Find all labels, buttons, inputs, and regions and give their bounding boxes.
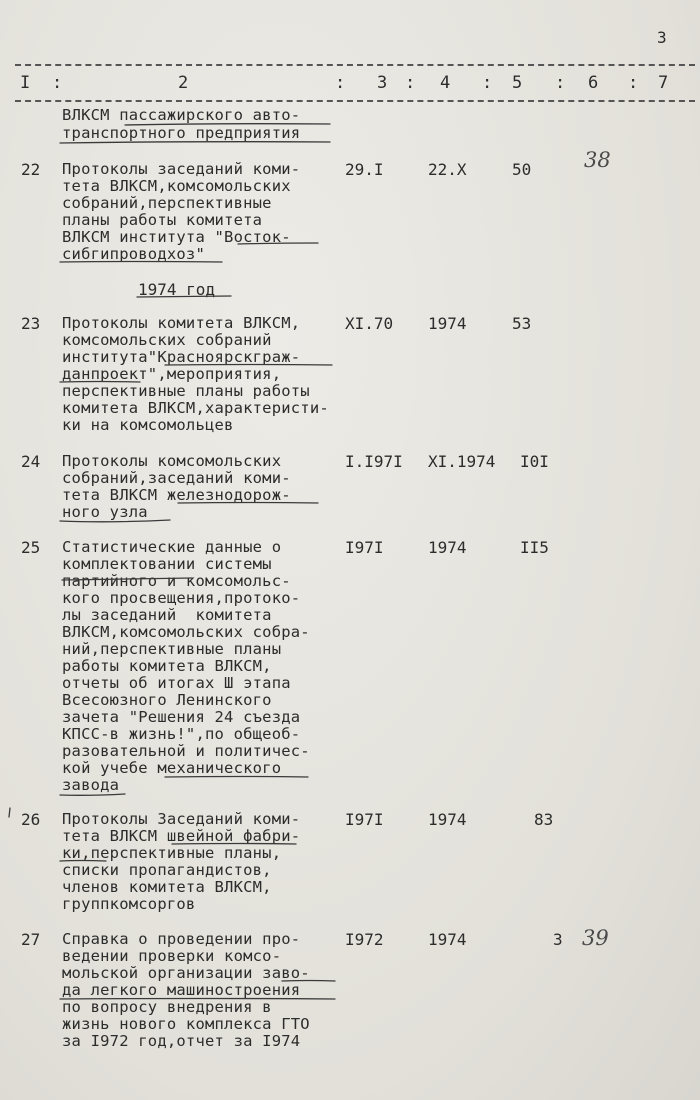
- entry-line: работы комитета ВЛКСМ,: [62, 657, 272, 675]
- entry-line: ного узла: [62, 503, 148, 521]
- col-header-4: 4: [440, 73, 451, 93]
- sheet-count: II5: [520, 538, 549, 557]
- entry-line: лы заседаний комитета: [62, 606, 272, 624]
- entry-line: Протоколы комитета ВЛКСМ,: [62, 314, 301, 332]
- handwritten-note: 39: [582, 926, 609, 950]
- col-header-5: 5: [512, 73, 523, 93]
- entry-line: ВЛКСМ,комсомольских собра-: [62, 623, 310, 641]
- entry-line: жизнь нового комплекса ГТО: [62, 1015, 310, 1033]
- entry-line: планы работы комитета: [62, 211, 263, 229]
- sheet-count: 83: [534, 810, 554, 829]
- entry-line: Протоколы заседаний коми-: [62, 160, 301, 178]
- entry-line: партийного и комсомольс-: [62, 572, 291, 590]
- entry-line: собраний,заседаний коми-: [62, 469, 291, 487]
- end-date: 1974: [428, 314, 467, 333]
- sheet-count: I0I: [520, 452, 549, 471]
- entry-line: разовательной и политичес-: [62, 742, 310, 760]
- start-date: I972: [345, 930, 384, 949]
- entry-line: ний,перспективные планы: [62, 640, 282, 658]
- end-date: 1974: [428, 538, 467, 557]
- col-header-1: I: [20, 73, 31, 93]
- page-number: 3: [657, 28, 667, 47]
- entry-line: перспективные планы работы: [62, 382, 310, 400]
- start-date: 29.I: [345, 160, 384, 179]
- start-date: I.I97I: [345, 452, 403, 471]
- col-sep: :: [628, 73, 639, 93]
- entry-line: Протоколы комсомольских: [62, 452, 282, 470]
- entry-line: тета ВЛКСМ железнодорож-: [62, 486, 291, 504]
- col-header-6: 6: [588, 73, 599, 93]
- entry-line: Протоколы Заседаний коми-: [62, 810, 301, 828]
- start-date: I97I: [345, 538, 384, 557]
- entry-number: 24: [21, 452, 41, 471]
- sheet-count: 50: [512, 160, 532, 179]
- col-header-2: 2: [178, 73, 189, 93]
- entry-line: ВЛКСМ института "Восток-: [62, 228, 291, 246]
- entry-line: Всесоюзного Ленинского: [62, 691, 272, 709]
- start-date: XI.70: [345, 314, 394, 333]
- col-sep: :: [405, 73, 416, 93]
- col-header-7: 7: [658, 73, 669, 93]
- end-date: 1974: [428, 810, 467, 829]
- entry-line: сибгипроводхоз": [62, 245, 205, 263]
- header-bottom-rule: [15, 100, 695, 102]
- col-sep: :: [52, 73, 63, 93]
- col-sep: :: [482, 73, 493, 93]
- col-sep: :: [555, 73, 566, 93]
- entry-line: собраний,перспективные: [62, 194, 272, 212]
- entry-line: Справка о проведении про-: [62, 930, 301, 948]
- end-date: 22.X: [428, 160, 467, 179]
- entry-line: группкомсоргов: [62, 895, 196, 913]
- entry-line: по вопросу внедрения в: [62, 998, 272, 1016]
- entry-line: кой учебе механического: [62, 759, 282, 777]
- sheet-count: 3: [553, 930, 563, 949]
- entry-number: 22: [21, 160, 41, 179]
- continuation-line: транспортного предприятия: [62, 124, 301, 142]
- entry-line: за I972 год,отчет за I974: [62, 1032, 301, 1050]
- handwritten-note: 38: [584, 148, 611, 172]
- entry-line: членов комитета ВЛКСМ,: [62, 878, 272, 896]
- entry-number: 27: [21, 930, 41, 949]
- entry-line: мольской организации заво-: [62, 964, 310, 982]
- col-header-3: 3: [377, 73, 388, 93]
- sheet-count: 53: [512, 314, 532, 333]
- col-sep: :: [335, 73, 346, 93]
- underline: [60, 794, 125, 795]
- margin-tick: [9, 808, 10, 817]
- entry-line: списки пропагандистов,: [62, 861, 272, 879]
- entry-line: института"Красноярскграж-: [62, 348, 301, 366]
- end-date: 1974: [428, 930, 467, 949]
- entry-line: кого просвещения,протоко-: [62, 589, 301, 607]
- entry-line: зачета "Решения 24 съезда: [62, 708, 301, 726]
- header-top-rule: [15, 64, 695, 66]
- entry-line: тета ВЛКСМ,комсомольских: [62, 177, 291, 195]
- entry-line: отчеты об итогах Ш этапа: [62, 674, 291, 692]
- entry-line: КПСС-в жизнь!",по общеоб-: [62, 725, 301, 743]
- entry-line: данпроект",мероприятия,: [62, 365, 282, 383]
- end-date: XI.1974: [428, 452, 496, 471]
- entry-line: ки на комсомольцев: [62, 416, 234, 434]
- entry-number: 23: [21, 314, 41, 333]
- entry-line: ки,перспективные планы,: [62, 844, 282, 862]
- entry-line: тета ВЛКСМ швейной фабри-: [62, 827, 301, 845]
- entry-line: да легкого машиностроения: [62, 981, 301, 999]
- entry-line: ведении проверки комсо-: [62, 947, 282, 965]
- continuation-line: ВЛКСМ пассажирского авто-: [62, 106, 301, 124]
- year-heading: 1974 год: [138, 280, 216, 299]
- entry-number: 25: [21, 538, 41, 557]
- entry-line: Статистические данные о: [62, 538, 282, 556]
- entry-line: комплектовании системы: [62, 555, 272, 573]
- entry-number: 26: [21, 810, 41, 829]
- entry-line: комсомольских собраний: [62, 331, 272, 349]
- entry-line: комитета ВЛКСМ,характеристи-: [62, 399, 329, 417]
- start-date: I97I: [345, 810, 384, 829]
- entry-line: завода: [62, 776, 120, 794]
